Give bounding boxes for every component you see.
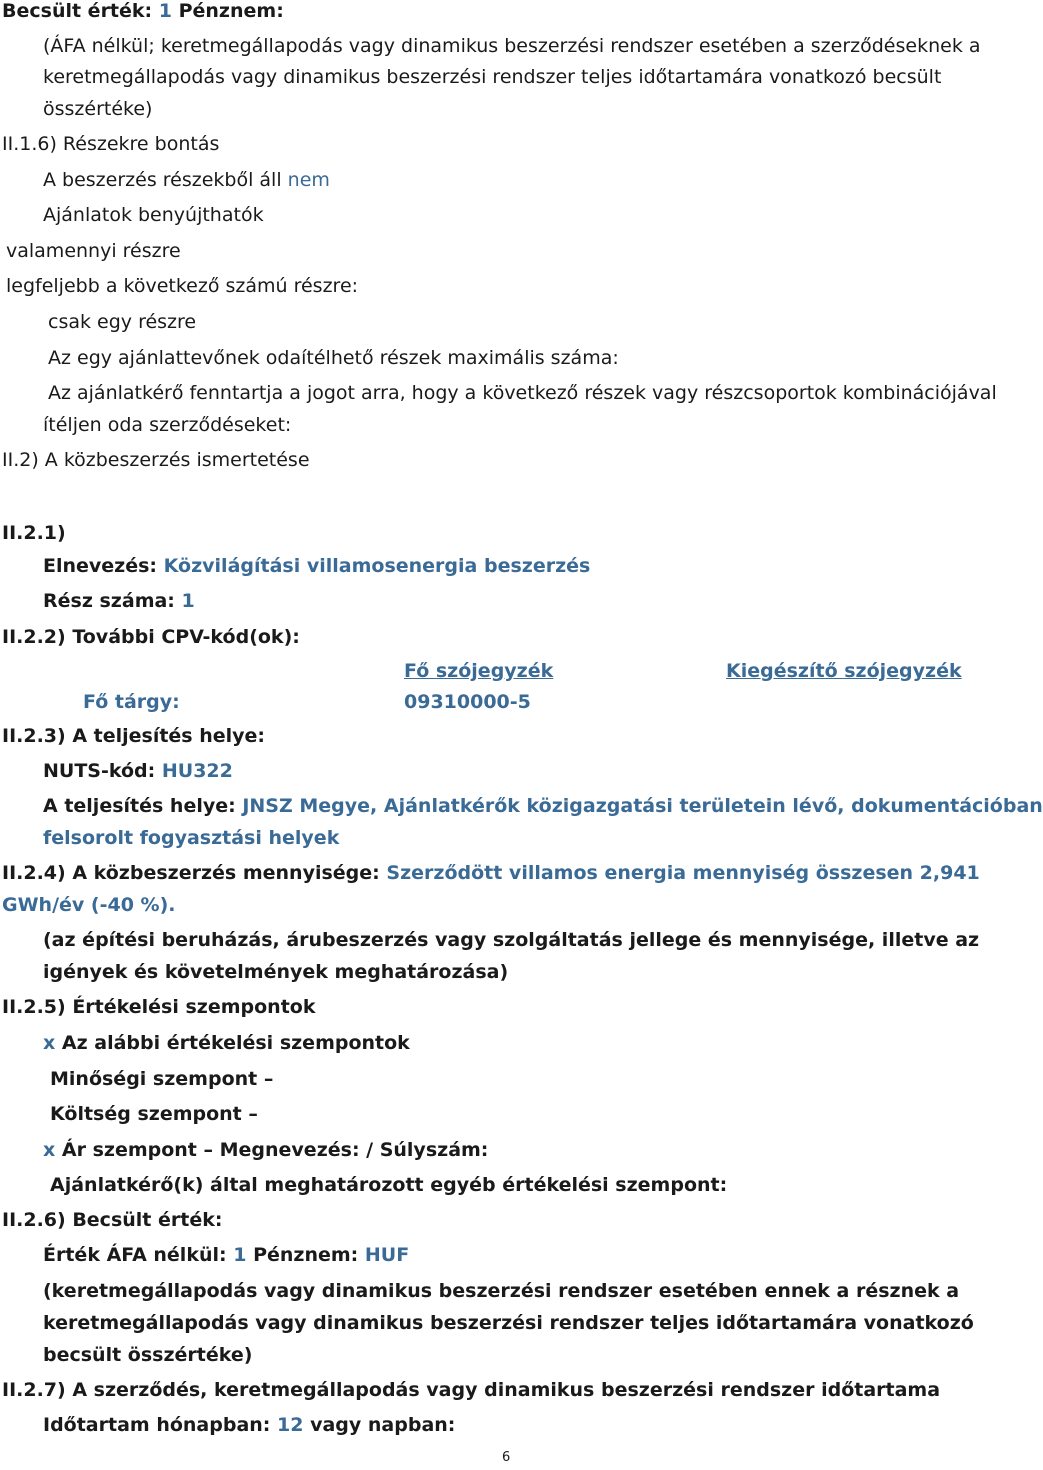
cost-criterion: Költség szempont – [50, 1103, 258, 1125]
quantity-note-line: igények és követelmények meghatározása) [43, 961, 509, 983]
cpv-row-value: 09310000-5 [404, 691, 531, 713]
section-heading-ii2: II.2) A közbeszerzés ismertetése [2, 449, 310, 471]
estimate-line: Becsült érték: 1 Pénznem: [2, 0, 284, 22]
place-line-cont: felsorolt fogyasztási helyek [43, 827, 340, 849]
estimate-note-line: keretmegállapodás vagy dinamikus beszerzési rendszer teljes időtartamára vonatkozó becsült [43, 66, 942, 88]
max-awards-label: Az egy ajánlattevőnek odaítélhető részek maximális száma: [48, 347, 619, 369]
quantity-line-cont: GWh/év (-40 %). [2, 894, 176, 916]
option-all-parts: valamennyi részre [6, 240, 181, 262]
place-line: A teljesítés helye: JNSZ Megye, Ajánlatkérők közigazgatási területein lévő, dokumentációban [43, 795, 1043, 817]
criteria-below: x Az alábbi értékelési szempontok [43, 1032, 410, 1054]
estimate-note-line: összértéke) [43, 98, 153, 120]
value-line: Érték ÁFA nélkül: 1 Pénznem: HUF [43, 1244, 410, 1266]
submit-label: Ajánlatok benyújthatók [43, 204, 264, 226]
parts-line: A beszerzés részekből áll nem [43, 169, 330, 191]
quantity-note-line: (az építési beruházás, árubeszerzés vagy szolgáltatás jellege és mennyisége, illetve az [43, 929, 980, 951]
duration-line: Időtartam hónapban: 12 vagy napban: [43, 1414, 456, 1436]
section-heading-ii26: II.2.6) Becsült érték: [2, 1209, 223, 1231]
part-number-line: Rész száma: 1 [43, 590, 195, 612]
value-note-line: becsült összértéke) [43, 1344, 253, 1366]
nuts-line: NUTS-kód: HU322 [43, 760, 233, 782]
quality-criterion: Minőségi szempont – [50, 1068, 274, 1090]
value-note-line: keretmegállapodás vagy dinamikus beszerzési rendszer teljes időtartamára vonatkozó [43, 1312, 974, 1334]
section-heading-ii21: II.2.1) [2, 522, 66, 544]
option-one-part: csak egy részre [48, 311, 197, 333]
value-note-line: (keretmegállapodás vagy dinamikus beszerzési rendszer esetében ennek a résznek a [43, 1280, 960, 1302]
price-criterion: x Ár szempont – Megnevezés: / Súlyszám: [43, 1139, 489, 1161]
reserve-line: Az ajánlatkérő fenntartja a jogot arra, hogy a következő részek vagy részcsoportok kombinációjával [48, 382, 997, 404]
estimate-note-line: (ÁFA nélkül; keretmegállapodás vagy dinamikus beszerzési rendszer esetében a szerződéseknek a [43, 35, 981, 57]
reserve-line: ítéljen oda szerződéseket: [43, 414, 292, 436]
section-heading-ii23: II.2.3) A teljesítés helye: [2, 725, 266, 747]
cpv-row-label: Fő tárgy: [83, 691, 180, 713]
section-heading-ii16: II.1.6) Részekre bontás [2, 133, 220, 155]
page-number: 6 [502, 1450, 511, 1465]
option-max-parts: legfeljebb a következő számú részre: [6, 275, 359, 297]
other-criterion: Ajánlatkérő(k) által meghatározott egyéb értékelési szempont: [50, 1174, 728, 1196]
cpv-col-main: Fő szójegyzék [404, 660, 554, 682]
name-line: Elnevezés: Közvilágítási villamosenergia beszerzés [43, 555, 591, 577]
cpv-col-extra: Kiegészítő szójegyzék [726, 660, 962, 682]
section-heading-ii27: II.2.7) A szerződés, keretmegállapodás vagy dinamikus beszerzési rendszer időtartama [2, 1379, 941, 1401]
section-heading-ii25: II.2.5) Értékelési szempontok [2, 996, 316, 1018]
quantity-line: II.2.4) A közbeszerzés mennyisége: Szerződött villamos energia mennyiség összesen 2,941 [2, 862, 980, 884]
section-heading-ii22: II.2.2) További CPV-kód(ok): [2, 626, 300, 648]
